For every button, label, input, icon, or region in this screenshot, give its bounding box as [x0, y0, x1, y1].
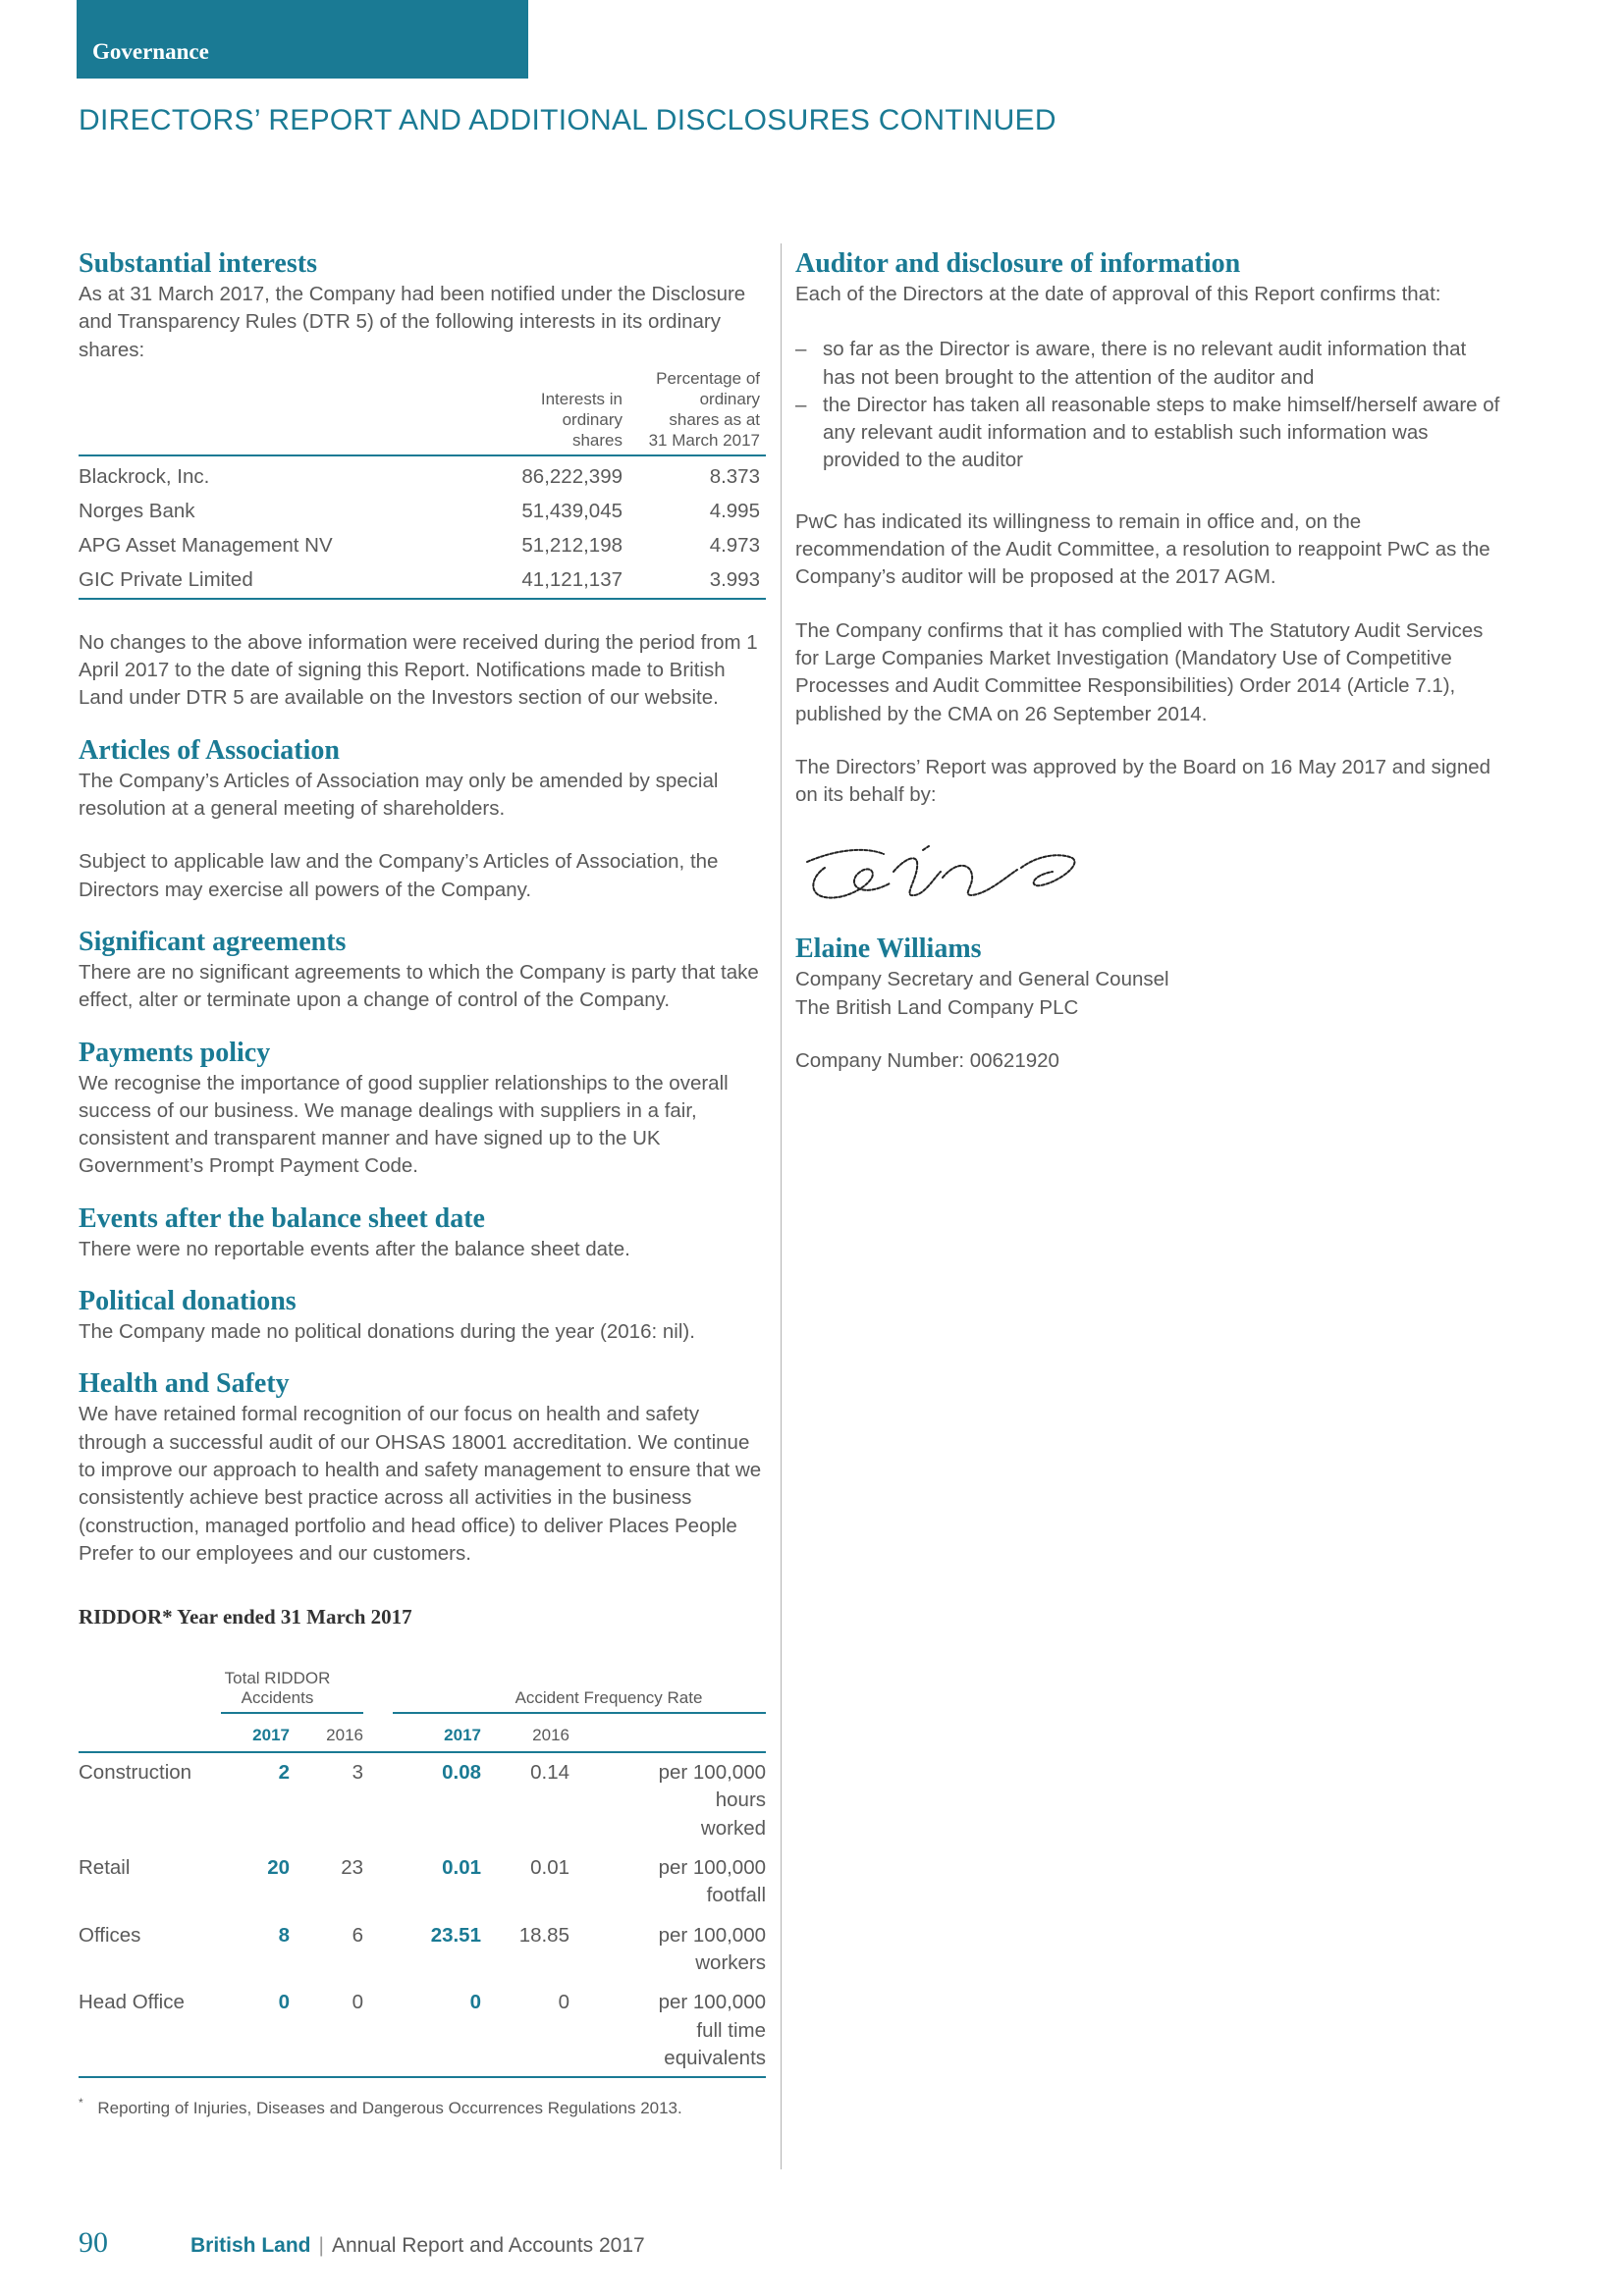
riddor-total-2017: 8 — [278, 1923, 290, 1947]
column-divider — [781, 243, 782, 2169]
riddor-total-2016: 23 — [341, 1856, 363, 1880]
page-footer — [79, 2226, 645, 2266]
bullet-dash: – — [795, 338, 807, 361]
list-item — [795, 336, 1502, 392]
right-column — [795, 247, 1502, 1075]
riddor-unit — [569, 1848, 766, 1916]
riddor-group-row — [79, 1669, 766, 1713]
riddor-total-2016: 3 — [352, 1761, 363, 1785]
section-tab — [77, 0, 528, 79]
riddor-label: Head Office — [79, 1983, 221, 2077]
substantial-interests-intro: As at 31 March 2017, the Company had been notified under the Disclosure and Transparency Rules (DTR 5) of the following interests in its ordinary shares: — [79, 283, 746, 361]
riddor-label: Offices — [79, 1923, 141, 1947]
holder-percentage: 4.973 — [709, 533, 760, 557]
holder-shares: 86,222,399 — [521, 464, 623, 488]
auditor-cma-text: The Company confirms that it has complied with The Statutory Audit Services for Large Companies Market Investigation (Mandatory Use of Competitive Processes and Audit Committee Responsibilities) Order 2014 (Article 7.1), published by the CMA on 26 September 2014. — [795, 618, 1484, 725]
bullet-text: so far as the Director is aware, there is no relevant audit information that has not been brought to the attention of the auditor and — [823, 338, 1467, 389]
page-number: 90 — [79, 2226, 108, 2259]
significant-agreements-heading: Significant agreements — [79, 926, 347, 957]
bullet-text: the Director has taken all reasonable steps to make himself/herself aware of any relevant audit information and to establish such information was provided to the auditor — [823, 393, 1500, 472]
table-row — [79, 560, 766, 599]
group-blank — [79, 1669, 221, 1713]
riddor-title: RIDDOR* Year ended 31 March 2017 — [79, 1605, 412, 1629]
riddor-unit-text: per 100,000 hours worked — [658, 1761, 767, 1840]
section-tab-label: Governance — [92, 39, 209, 64]
year-2017-total: 2017 — [221, 1713, 290, 1752]
substantial-interests-table — [79, 368, 766, 600]
riddor-unit — [569, 1752, 766, 1848]
riddor-afr-2017: 23.51 — [430, 1923, 481, 1947]
political-donations-heading: Political donations — [79, 1286, 297, 1317]
riddor-total-2017: 2 — [278, 1761, 290, 1785]
holder-name: Blackrock, Inc. — [79, 464, 210, 488]
riddor-unit-text: per 100,000 workers — [658, 1923, 767, 1974]
riddor-afr-2016: 18.85 — [518, 1923, 569, 1947]
footer-separator: | — [318, 2234, 324, 2257]
auditor-intro: Each of the Directors at the date of approval of this Report confirms that: — [795, 283, 1441, 305]
footer-report-name: Annual Report and Accounts 2017 — [331, 2234, 645, 2257]
holder-shares: 51,212,198 — [521, 533, 623, 557]
riddor-label: Retail — [79, 1856, 131, 1880]
company-number: Company Number: 00621920 — [795, 1049, 1059, 1073]
group-afr-header: Accident Frequency Rate — [393, 1669, 766, 1713]
group-gap — [363, 1669, 393, 1713]
table-row — [79, 491, 766, 525]
auditor-heading: Auditor and disclosure of information — [795, 248, 1241, 279]
riddor-afr-2017: 0.08 — [442, 1761, 481, 1785]
riddor-table — [79, 1669, 766, 2078]
list-item — [795, 392, 1502, 475]
riddor-afr-2017: 0 — [393, 1983, 481, 2077]
table-row — [79, 455, 766, 491]
signatory-name: Elaine Williams — [795, 934, 982, 965]
articles-text-1: The Company’s Articles of Association may only be amended by special resolution at a general meeting of shareholders. — [79, 769, 719, 821]
riddor-unit-text: per 100,000 footfall — [658, 1856, 767, 1907]
riddor-footnote — [79, 2092, 766, 2119]
table-row — [79, 525, 766, 560]
bullet-dash: – — [795, 393, 807, 416]
col-interests-header: Interests in ordinary shares — [491, 368, 628, 455]
table-row — [79, 1983, 766, 2077]
holder-name: GIC Private Limited — [79, 560, 491, 599]
holder-percentage: 3.993 — [628, 560, 766, 599]
riddor-afr-2016: 0 — [481, 1983, 569, 2077]
holder-shares: 41,121,137 — [491, 560, 628, 599]
footer-brand: British Land — [190, 2234, 311, 2257]
year-2016-total: 2016 — [290, 1713, 363, 1752]
footnote-text: Reporting of Injuries, Diseases and Dangerous Occurrences Regulations 2013. — [97, 2098, 682, 2117]
riddor-total-2016: 0 — [290, 1983, 363, 2077]
holder-percentage: 4.995 — [709, 499, 760, 522]
year-2017-afr: 2017 — [393, 1713, 481, 1752]
years-gap — [363, 1713, 393, 1752]
col-percentage-header: Percentage of ordinary shares as at 31 March 2017 — [628, 368, 766, 455]
holder-percentage: 8.373 — [709, 464, 760, 488]
riddor-afr-2016: 0.14 — [530, 1761, 569, 1785]
years-unit-blank — [569, 1713, 766, 1752]
events-heading: Events after the balance sheet date — [79, 1202, 485, 1234]
years-blank — [79, 1713, 221, 1752]
signature-image — [795, 832, 1090, 911]
holder-shares: 51,439,045 — [521, 499, 623, 522]
events-text: There were no reportable events after the balance sheet date. — [79, 1237, 630, 1260]
riddor-unit — [569, 1916, 766, 1984]
riddor-unit — [569, 1983, 766, 2077]
footnote-mark: * — [79, 2096, 83, 2110]
riddor-afr-2017: 0.01 — [442, 1856, 481, 1880]
holder-name: Norges Bank — [79, 499, 195, 522]
riddor-total-2017: 0 — [221, 1983, 290, 2077]
payments-policy-heading: Payments policy — [79, 1037, 271, 1068]
riddor-years-row — [79, 1713, 766, 1752]
left-column — [79, 247, 766, 2119]
substantial-interests-note: No changes to the above information were received during the period from 1 April 2017 to the date of signing this Report. Notifications made to British Land under DTR 5 are available on the Investors section of our website. — [79, 630, 758, 710]
auditor-bullet-list — [795, 336, 1502, 474]
riddor-label: Construction — [79, 1761, 192, 1785]
health-safety-text: We have retained formal recognition of our focus on health and safety through a successful audit of our OHSAS 18001 accreditation. We continue to improve our approach to health and safety management to ensure that we consistently achieve best practice across all activities in the business (construction, managed portfolio and head office) to deliver Places People Prefer to our employees and our customers. — [79, 1403, 762, 1565]
articles-text-2: Subject to applicable law and the Company’s Articles of Association, the Directors may exercise all powers of the Company. — [79, 850, 719, 901]
political-donations-text: The Company made no political donations during the year (2016: nil). — [79, 1320, 695, 1344]
header-blank — [79, 368, 491, 455]
table-row — [79, 1916, 766, 1984]
substantial-interests-heading: Substantial interests — [79, 248, 317, 279]
auditor-pwc-text: PwC has indicated its willingness to remain in office and, on the recommendation of the Audit Committee, a resolution to reappoint PwC as the Company’s auditor will be proposed at the 2017 AGM. — [795, 509, 1490, 589]
holder-name: APG Asset Management NV — [79, 533, 333, 557]
significant-agreements-text: There are no significant agreements to which the Company is party that take effect, alter or terminate upon a change of control of the Company. — [79, 960, 759, 1012]
riddor-total-2017: 20 — [267, 1856, 290, 1880]
signatory-company: The British Land Company PLC — [795, 995, 1079, 1019]
riddor-afr-2016: 0.01 — [530, 1856, 569, 1880]
page-title: DIRECTORS’ REPORT AND ADDITIONAL DISCLOSURES CONTINUED — [79, 104, 1056, 136]
riddor-unit-text: per 100,000 full time equivalents — [658, 1991, 767, 2069]
auditor-approval-text: The Directors’ Report was approved by the Board on 16 May 2017 and signed on its behalf by: — [795, 755, 1491, 807]
group-total-header: Total RIDDOR Accidents — [221, 1669, 363, 1713]
payments-policy-text: We recognise the importance of good supplier relationships to the overall success of our business. We manage dealings with suppliers in a fair, consistent and transparent manner and have signed up to the UK Government’s Prompt Payment Code. — [79, 1071, 729, 1178]
signatory-role: Company Secretary and General Counsel — [795, 968, 1169, 991]
table-header-row — [79, 368, 766, 455]
articles-heading: Articles of Association — [79, 734, 340, 766]
table-row — [79, 1848, 766, 1916]
riddor-total-2016: 6 — [352, 1923, 363, 1947]
table-row — [79, 1752, 766, 1848]
year-2016-afr: 2016 — [481, 1713, 569, 1752]
health-safety-heading: Health and Safety — [79, 1368, 290, 1400]
